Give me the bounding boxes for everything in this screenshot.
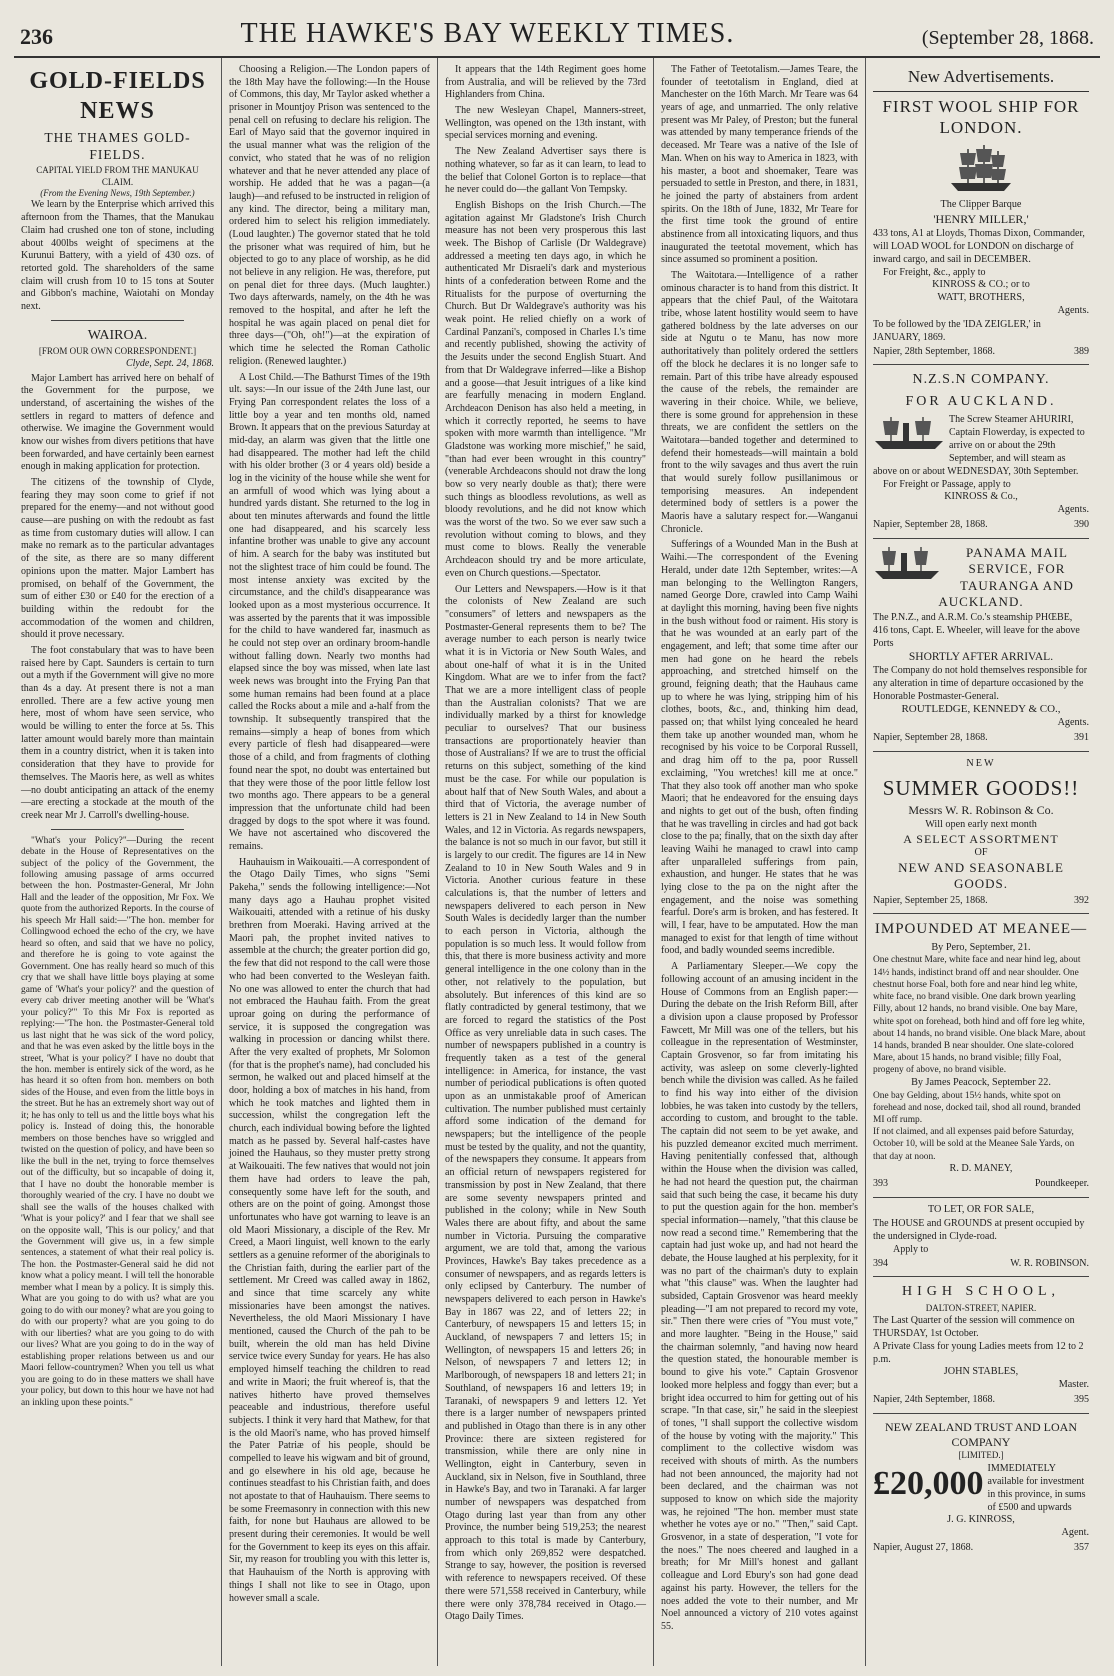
impounded-note: If not claimed, and all expenses paid before Saturday, October 10, will be sold at the Meanee Sale Yards, on that day at noon. bbox=[873, 1127, 1075, 1162]
impounded-items-2: One bay Gelding, about 15½ hands, white spot on forehead and nose, docked tail, shod all round, branded MI off rump. bbox=[873, 1090, 1081, 1126]
new-label: NEW bbox=[966, 757, 996, 769]
ad-footer bbox=[873, 1542, 1089, 1555]
sailing-ship-icon bbox=[946, 143, 1016, 195]
clipper-line: The Clipper Barque bbox=[940, 198, 1022, 210]
source-line: (From the Evening News, 19th September.) bbox=[40, 188, 195, 199]
nzsn-title: N.Z.S.N COMPANY. bbox=[912, 372, 1050, 388]
panama-mail-ad bbox=[873, 545, 1089, 745]
agent-watt: WATT, BROTHERS, bbox=[937, 291, 1025, 303]
ad-footer bbox=[873, 1394, 1089, 1407]
high-school-title: HIGH SCHOOL, bbox=[902, 1284, 1060, 1300]
seasonable-line: NEW AND SEASONABLE GOODS. bbox=[898, 859, 1064, 892]
teetotalism-article: The Father of Teetotalism.—James Teare, the founder of teetotalism in England, died at Manchester on the 16th March. Mr Teare was 64 years of age, and unmarried. The only relative present was Mr Paley, of Preston; but the funeral was attended by many temperance friends of the deceased. Mr Teare was a native of the Isle of Man. When on his way to America in 1823, with his master, a boot and shoemaker, Teare was persuaded to settle in Preston, and there, in 1831, he joined the party of abstainers from ardent spirits. On the 18th of June, 1832, Mr Teare for the first time took the ground of entire abstinence from all intoxicating liquors, and thus inaugurated the teetotal movement, which has since assumed so prominent a position. bbox=[661, 64, 858, 266]
impounded-title: IMPOUNDED AT MEANEE— bbox=[874, 921, 1088, 938]
columns bbox=[14, 58, 1100, 1666]
column-4 bbox=[654, 58, 866, 1666]
ad-date: Napier, August 27, 1868. bbox=[873, 1541, 974, 1553]
ad-number: 393 bbox=[873, 1177, 888, 1189]
ad-number: 357 bbox=[1074, 1541, 1089, 1553]
ad-number: 395 bbox=[1074, 1394, 1089, 1406]
impounded-items-1: One chestnut Mare, white face and near hind leg, about 14½ hands, indistinct brand off and near shoulder. One chestnut horse Foal, both fore and near hind leg white, white face, no brand visible. One dark brown yearling Filly, about 12 hands, no brand visible. One bay Mare, white spot on forehead, both hind and off fore leg white, about 14 hands, no brand visible. One black Mare, about 14 hands, branded B near shoulder. One slate-colored Mare, about 15 hands, no brand visible; filly Foal, progeny of above, no brand visible. bbox=[873, 955, 1086, 1076]
regiment-note: It appears that the 14th Regiment goes home from Australia, and will be relieved by the 73rd Highlanders from China. bbox=[445, 64, 646, 101]
ad-footer bbox=[873, 1258, 1089, 1271]
auckland-subtitle: FOR AUCKLAND. bbox=[905, 394, 1057, 410]
agents-label: Agents. bbox=[1057, 717, 1089, 729]
divider bbox=[51, 320, 184, 321]
private-class: A Private Class for young Ladies meets from 12 to 2 p.m. bbox=[873, 1341, 1084, 1366]
high-school-ad bbox=[873, 1283, 1089, 1407]
panama-note: The Company do not hold themselves responsible for any alteration in time of departure occasioned by the Honorable Postmaster-General. bbox=[873, 665, 1088, 703]
wairoa-paragraph-2: The citizens of the township of Clyde, fearing they may soon come to grief if not prepared for the enemy—and not without good cause—are pushing on with the redoubt as fast as time from customary duties will allow. I can make no remark as to the particular advantages of the site, as there are so many different opinions upon the matter. Major Lambert has promised, on behalf of the Government, the sum of either £30 or £40 for the erection of a building within the redoubt for the accommodation of the women and children, should it prove necessary. bbox=[21, 477, 214, 641]
school-address: DALTON-STREET, NAPIER. bbox=[925, 1302, 1037, 1313]
issue-date: (September 28, 1868. bbox=[921, 27, 1094, 49]
ad-number: 391 bbox=[1074, 732, 1089, 744]
divider bbox=[873, 364, 1089, 365]
kinross-name: J. G. KINROSS, bbox=[947, 1513, 1015, 1525]
nzsn-body: The Screw Steamer AHURIRI, Captain Flowerday, is expected to arrive on or about the 29th September, and will steam as above on or about WEDNESDAY, 30th September. bbox=[873, 414, 1085, 477]
letters-article: Our Letters and Newspapers.—How is it that the colonists of New Zealand are such "consumers" of letters and newspapers as the Postmaster-General represents them to be? The average number to each person is nearly twice what it is in Victoria or New South Wales, and about one-half of what it is in the United Kingdom. What are we to infer from the fact? That we are a more intelligent class of people than the Australian colonists? That we are individually marked by a thirst for knowledge peculiar to ourselves? That our business transactions are proportionately heavier than those of Australians? If we are to trust the official returns on this subject, something of the kind must be the case. For while our population is about half that of New South Wales, and about a third that of Victoria, the average number of letters is 21 in New Zealand to 14 in New South Wales, and 12 in Victoria. As regards newspapers, the balance is not so much in our favor, but still it is largely to our credit. The figures are 14 in New Zealand to 10 in New South Wales and 9 in Victoria. Another curious feature in these calculations is, that the number of letters and newspapers delivered to each person in New South Wales is decidedly larger than the number to each person in Victoria, although the population is so much less. It would follow from this, that there is more business activity and more general intelligence in the one colony than in the other, not relatively to the population, but absolutely. But inferences of this kind are so flatly contradicted by general testimony, that we are forced to regard the statistics of the Post Office as very unreliable data in such cases. The number of newspapers published in a country is frequently taken as a test of the general intelligence: in America, for instance, the vast number of periodical publications is often quoted upon as an unmistakable proof of American cultivation. The number published must certainly afford some indication of the demand for newspapers; but the intelligence of the people must be tested by the quality, and not the quantity, of the newspapers they consume. It appears from an official return of newspapers registered for transmission by post in New Zealand, that there are some seventy newspapers printed and published in the colony; while in New South Wales there are about fifty, and about the same number in Victoria. Pursuing the comparative argument, we are told that, among the various Provinces, Hawke's Bay takes precedence as a consumer of newspapers, and as regards letters is only eclipsed by Canterbury. The number of newspapers delivered to each person in Hawke's Bay in 1867 was 22, and of letters 22; in Canterbury, of newspapers 15 and letters 15; in Auckland, of newspapers 7 and letters 15; in Wellington, of newspapers 15 and letters 26; in Nelson, of newspapers 7 and letters 12; in Marlborough, of newspapers 18 and letters 21; in Southland, of newspapers 16 and letters 19; in Taranaki, of newspapers 9 and letters 12. Yet there is a larger number of newspapers printed and published in Otago than there is in any other Province: there are sixteen registered for transmission, while there are only nine in Wellington, eight in Canterbury, seven in Auckland, six in Nelson, five in Southland, three in Hawke's Bay, and two in Taranaki. A far larger number of newspapers was despatched from Otago during last year than from any other Province, the number being 519,253; the nearest approach to this total is made by Canterbury, from which only 269,852 were despatched. Strange to say, however, the position is reversed with reference to newspapers received. Of these there were 571,558 received in Canterbury, while there were only 378,784 received in Otago.—Otago Daily Times. bbox=[445, 583, 646, 1623]
chapel-note: The new Wesleyan Chapel, Manners-street, Wellington, was opened on the 13th instant, with special services morning and evening. bbox=[445, 105, 646, 142]
page-number: 236 bbox=[20, 24, 53, 49]
agent-kinross: KINROSS & CO.; or to bbox=[932, 278, 1030, 290]
pero-line: By Pero, September, 21. bbox=[931, 941, 1031, 953]
column-5-advertisements bbox=[866, 58, 1096, 1666]
ship-name: 'HENRY MILLER,' bbox=[933, 211, 1029, 226]
divider bbox=[873, 751, 1089, 752]
policy-article: "What's your Policy?"—During the recent debate in the House of Representatives on the subject of the policy of the Government, the following amusing passage of arms occurred between the hon. Postmaster-General, Mr John Hall and the leader of the opposition, Mr Fox. We quote from the authorized Reports. In the course of his speech Mr Hall said:—"The hon. member for Collingwood echoed the echo of the cry, we have heard so often, and said that we have no policy, and therefore he is going to vote against the Government. One has really heard so much of this cry that we shall have little boys playing at some game of 'What's your policy?' and the question of every cab driver meeting another will be 'What's your policy?'" To this Mr Fox is reported as replying:—"The hon. the Postmaster-General told us last night that he was sick of the word policy, and that he was even asked by the little boys in the street, 'What is your policy?' I have no doubt that the hon. member is entirely sick of the word, as he has heard it so often from hon. members on both sides of the House, and even from the little boys in the street. But he has an extremely short way out of it; he has only to tell us and the little boys what his policy is. Instead of doing this, the honorable members on those benches have so wriggled and twisted on the question of policy, and have been so like the bull in the net, trying to force themselves out of the difficulty, but so incapable of doing it, that I have no doubt the honorable member is thoroughly wearied of the cry. I have no doubt we shall see the walls of the houses chalked with 'What is your policy?' and I fear that we shall see on the opposite wall, 'This is our policy,' and that the Government will give us, in a few simple sentences, a statement of what their real policy is. The hon. the Postmaster-General said he did not know what a policy meant. I will tell the honorable member what I mean by a policy. It is simply this. What are you going to do with us? what are you going to do with our money? what are you going to do with our property? what are you going to do with our liberties? what are you going to do with our lives? What are you going to do in the way of establishing proper relations between us and our Maori fellow-countrymen? When you tell us what you are going to do in these matters we shall have your policy, but down to this hour we have not had an inkling upon these points." bbox=[21, 835, 214, 1408]
nzsn-ad bbox=[873, 371, 1089, 531]
follow-line: To be followed by the 'IDA ZEIGLER,' in JANUARY, 1869. bbox=[873, 318, 1041, 343]
newspaper-title: THE HAWKE'S BAY WEEKLY TIMES. bbox=[240, 18, 735, 49]
robinson-name: W. R. ROBINSON. bbox=[1010, 1257, 1089, 1269]
trust-title: NEW ZEALAND TRUST AND LOAN COMPANY bbox=[885, 1419, 1077, 1450]
wool-ship-title: FIRST WOOL SHIP FOR LONDON. bbox=[882, 96, 1080, 138]
ad-footer bbox=[873, 895, 1089, 908]
peacock-line: By James Peacock, September 22. bbox=[911, 1076, 1051, 1088]
trust-loan-ad bbox=[873, 1420, 1089, 1554]
wairoa-paragraph-3: The foot constabulary that was to have been raised here by Capt. Saunders is certain to turn out a myth if the Government will give no more than 4s a day. At present there is not a man enrolled. There are a few active young men here, most of whom have seen service, who would be willing to enter the force at 5s. This latter amount would barely more than maintain them in a country district, when it is taken into consideration that they have to provide for themselves. The Maoris here, as well as whites—no doubt anticipating an attack of the enemy—are erecting a stockade at the mouth of the creek near Mr J. Carroll's dwelling-house. bbox=[21, 644, 214, 821]
loan-body: IMMEDIATELY available for investment in this province, in sums of £500 and upwards bbox=[987, 1462, 1086, 1513]
impounded-ad bbox=[873, 920, 1089, 1190]
ad-number: 389 bbox=[1074, 345, 1089, 357]
wool-ship-ad bbox=[873, 96, 1089, 359]
ad-footer bbox=[873, 346, 1089, 359]
ad-date: Napier, September 25, 1868. bbox=[873, 894, 988, 906]
poundkeeper-label: Poundkeeper. bbox=[1034, 1177, 1089, 1189]
ad-footer bbox=[873, 519, 1089, 532]
panama-title: PANAMA MAIL SERVICE, FOR TAURANGA AND AUCKLAND. bbox=[938, 544, 1074, 610]
open-line: Will open early next month bbox=[925, 818, 1037, 830]
ad-date: Napier, 24th September, 1868. bbox=[873, 1394, 995, 1406]
summer-goods-ad bbox=[873, 758, 1089, 908]
select-line: A SELECT ASSORTMENT bbox=[903, 831, 1059, 846]
wool-ship-body: 433 tons, A1 at Lloyds, Thomas Dixon, Commander, will LOAD WOOL for LONDON on discharge of inward cargo, and sail in DECEMBER. bbox=[873, 227, 1085, 265]
agents-label: Agents. bbox=[1057, 503, 1089, 515]
school-body: The Last Quarter of the session will commence on THURSDAY, 1st October. bbox=[873, 1315, 1075, 1340]
limited-label: [LIMITED.] bbox=[958, 1450, 1004, 1461]
agent-label: Agent. bbox=[1061, 1526, 1089, 1538]
dateline: Clyde, Sept. 24, 1868. bbox=[125, 357, 214, 369]
ad-date: Napier, 28th September, 1868. bbox=[873, 345, 995, 357]
freight-line: For Freight, &c., apply to bbox=[883, 266, 986, 278]
agents-label: Agents. bbox=[1057, 304, 1089, 316]
to-let-ad bbox=[873, 1204, 1089, 1271]
advertisements-header: New Advertisements. bbox=[873, 64, 1089, 92]
steamship-icon bbox=[873, 545, 941, 583]
divider bbox=[873, 913, 1089, 914]
column-2 bbox=[222, 58, 438, 1666]
freight-line: For Freight or Passage, apply to bbox=[883, 479, 1011, 490]
wounded-man-article: Sufferings of a Wounded Man in the Bush at Waihi.—The correspondent of the Evening Herald, under date 12th September, writes:—A man belonging to the Wellington Rangers, named George Dore, crawled into Camp Waihi at daylight this morning, having been five nights in the bush without food or raiment. His story is that he was wounded at an early part of the engagement, and left; that some time after our men had gone on he heard the rebels approaching, and stretched himself on the ground, feigning death; that the Hauhaus came up to where he was lying, stripping him of his clothes, boots, &c., and, thinking him dead, passed on; that whilst lying concealed he heard them take up another wounded man, whom he recognised by his voice to be Corporal Russell, and drag him off to the pa, poor Russell exclaiming, "You wretches! kill me at once." That they also took off another man who spoke Maori; that he endeavored for the ensuing days and nights to get out of the bush, often finding that he was travelling in circles and had got back close to the pa; finally, that on the sixth day after leaving Waihi he managed to crawl into camp after unparalleled sufferings from pain, exhaustion, and hunger. He states that he was lying close to the pa on the night after the engagement, and the noise was something fearful. Dore's arm is broken, and has festered. It will, I fear, have to be amputated. How the man managed to exist for that length of time without food, and badly wounded seems incredible. bbox=[661, 539, 858, 957]
steamer-icon bbox=[873, 413, 945, 453]
gold-article: We learn by the Enterprise which arrived this afternoon from the Thames, that the Manukau Claim had crushed one ton of stone, including about 400lbs weight of specimens at the Kurunui Battery, with a yield of 430 ozs. of retorted gold. The shareholders of the same claim will crush from 10 to 15 tons at Souter and Gibbon's machine, Waiotahi on Monday next. bbox=[21, 199, 214, 312]
wairoa-paragraph-1: Major Lambert has arrived here on behalf of the Government for the purpose, we understand, of ascertaining the wishes of the settlers in regard to matters of defence and otherwise. We imagine the Government would know our wishes from divers petitions that have been forwarded, and have certainly been earnest enough in making application for protection. bbox=[21, 372, 214, 473]
waitotara-article: The Waitotara.—Intelligence of a rather ominous character is to hand from this district. It appears that the chief Paul, of the Waitotara tribe, whose latent hostility would seem to have gathered boldness by the late adverses on our side at Ngutu o te Manu, has now more authoritatively than politely ordered the settlers off the block he declares it is no longer safe to remain. Part of this tribe have already espoused the cause of the rebels, the remainder are wavering in their choice. While, we believe, there is some ground for apprehension in these threats, we are confident the settlers on the Waitotara—banded together and determined to defend their homesteads—will maintain a bold front to the wily savages and thus avert the ruin that would surely follow pusillanimous or temporising measures. An independent determined body of settlers is a power the Maoris have a salutary respect for.—Wanganui Chronicle. bbox=[661, 270, 858, 535]
correspondent-line: [FROM OUR OWN CORRESPONDENT.] bbox=[38, 346, 197, 357]
wairoa-heading: WAIROA. bbox=[87, 327, 148, 343]
ad-date: Napier, September 28, 1868. bbox=[873, 518, 988, 530]
lost-child-article: A Lost Child.—The Bathurst Times of the 19th ult. says:—In our issue of the 24th June last, our Frying Pan correspondent relates the loss of a little boy a year and ten months old, named Brown. It appears that on the previous Saturday at mid-day, an alarm was given that the little one had disappeared. The mother had left the child with his older brother (3 or 4 years old) beside a log in the vicinity of the house while she went for an armfull of wood which was lying about a hundred yards distant. She returned to the log in about ten minutes afterwards and found the little one had disappeared, and his scarcely less infantine brother was unable to give any account of him. A search for the baby was instituted but not the slightest trace of him could be found. The most intense anxiety was excited by the circumstance, and the child's disappearance was looked upon as a most mysterious occurrence. It was asserted by the parents that it was impossible for the child to have wandered far, inasmuch as he could not step over an ordinary broom-handle without falling down. Nearly two months had elapsed since the boy was missed, when late last week news was brought into the Frying Pan that some human remains had been found at a place called the Rocks about a mile and a-half from the township. It subsequently transpired that the remains—simply a heap of bones from which every particle of flesh had disappeared—were those of a child, and from fragments of clothing found near the spot, no doubt was entertained but that they were those of the poor little fellow lost two months ago. There appears to be a general impression that the unfortunate child had been dragged by dogs to the spot where it was found. We have not ascertained who discovered the remains. bbox=[229, 371, 430, 852]
gold-fields-heading: GOLD-FIELDS NEWS bbox=[29, 68, 206, 125]
ad-number: 390 bbox=[1074, 518, 1089, 530]
bishops-article: English Bishops on the Irish Church.—The agitation against Mr Gladstone's Irish Church measure has not been very prosperous this last week. The Bishop of Carlisle (Dr Waldegrave) addressed a meeting ten days ago, in which he authenticated Mr Disraeli's dark and mysterious hints of a confederation between Rome and the Ritualists for the purpose of overturning the Church. But Dr Waldegrave's authority was his weak point. He relied chiefly on a work of Cardinal Panzani's, composed in Charles I.'s time and recently published, showing the activity of the Jesuits under the second English Stuart. And from that Dr Waldegrave inferred—like a Bishop and a goose—that Jesuit intrigues of a like kind are fearfully menacing in modern England. Archdeacon Denison has also held a meeting, in which it correctly reported, he seems to have spoken with more warmth than intelligence. "Mr Gladstone was working more mischief," he said, "than had ever been wrought in this country" (venerable Archdeacons should not draw the long bow so very nearly double as that); there were such things as bloodless revolutions, as well as bloody revolutions, and he did not know which was the worst of the two. So we ever saw such a revolution without coming to blows, and they must come to blows. Really the venerable Archdeacon should try and be more articulate, even on Church questions.—Spectator. bbox=[445, 199, 646, 579]
to-let-body: The HOUSE and GROUNDS at present occupied by the undersigned in Clyde-road. bbox=[873, 1217, 1085, 1242]
thames-subheading: THE THAMES GOLD-FIELDS. bbox=[44, 129, 191, 163]
stables-name: JOHN STABLES, bbox=[943, 1366, 1019, 1378]
of-line: OF bbox=[974, 846, 988, 858]
loan-amount: £20,000 bbox=[873, 1464, 984, 1502]
divider bbox=[873, 538, 1089, 539]
ad-footer bbox=[873, 732, 1089, 745]
ad-number: 392 bbox=[1074, 894, 1089, 906]
maney-name: R. D. MANEY, bbox=[949, 1162, 1013, 1174]
agent-kinross: KINROSS & Co., bbox=[944, 491, 1018, 502]
sleeper-article: A Parliamentary Sleeper.—We copy the following account of an amusing incident in the House of Commons from an English paper:—During the debate on the Irish Reform Bill, after a division upon a clause proposed by Professor Fawcett, Mr Mill was one of the tellers, but his colleague in the representation of Westminster, Captain Grosvenor, so far from imitating his activity, was asleep on some cleverly-lighted bench while the division was called. As he failed to find his way into either of the division lobbies, he was taken into custody by the tellers, according to custom, and brought to the table. The captain did not seem to be yet awake, and his puzzled demeanor excited much merriment. Having penitentially confessed that, although within the House when the division was called, he had not heard the question put, the chairman said that such being the case, it became his duty to put the question again for the hon. member's special information—namely, "that this clause be now read a second time." Remembering that the captain had just woke up, and had not heard the debate, the House laughed at his perplexity, for it was no part of the chairman's duty to explain what "this clause" was. When the laughter had subsided, Captain Grosvenor was heard meekly pleading—"I am not prepared to record my vote, sir." Then there were cries of "You must vote," and more laughter. "Being in the House," said the chairman solemnly, "and having now heard the question stated, the honourable member is bound to give his vote." Captain Grosvenor looked more helpless and foggy than ever; but a bright idea occurred to him for getting out of his scrape. "In that case, sir," he said in the sleepiest of tones, "I shall support the collective wisdom of the house by voting with the majority." This compliment to the collective wisdom was received with shouts of mirth. As the numbers had not been announced, the majority had not been declared, and the chairman was not supposed to know on which side the majority was, he rejoined "The hon. member must state whether he votes aye or no." "Then," said Capt. Grosvenor, in a state of desperation, "I vote for the noes." The noes cheered and laughed in a breath; for Mr Mill's honest and gallant colleague and Lord Ebury's son had gone dead against his party. However, the tellers for the noes added the vote to their number, and Mr Noel announced a victory of 210 votes against 55. bbox=[661, 961, 858, 1632]
shortly-line: SHORTLY AFTER ARRIVAL. bbox=[908, 650, 1054, 663]
masthead bbox=[14, 10, 1100, 58]
divider bbox=[51, 829, 184, 830]
summer-goods-title: SUMMER GOODS!! bbox=[882, 775, 1080, 800]
ad-footer bbox=[873, 1178, 1089, 1191]
religion-article: Choosing a Religion.—The London papers of the 18th May have the following:—In the House of Commons, this day, Mr Taylor asked whether a prisoner in Mountjoy Prison was sentenced to the penal cell on refusing to declare his religion. The Earl of Mayo said that the governor inquired in the usual manner what was the religion of the convict, who stated that he was of no religion whatever and that he never attended any place of worship. He added that he was a pagan—(a laugh)—and refused to be instructed in religion of any kind. The director, being a military man, ordered him to select his religion immediately. (Loud laughter.) The governor stated that he told the prisoner what was required of him, but he objected to go to any place of worship, as he did not believe in any religion. He was, therefore, put on penal diet for three days. (Much laughter.) Two days afterwards, namely, on the 4th he was removed to the hospital, and after he left the hospital he was again placed on penal diet for three days—("Oh, oh!")—at the expiration of which time he selected the Roman Catholic religion. (Renewed laughter.) bbox=[229, 64, 430, 367]
to-let-title: TO LET, OR FOR SALE, bbox=[927, 1203, 1035, 1215]
divider bbox=[873, 1197, 1089, 1198]
hauhauism-article: Hauhauism in Waikouaiti.—A correspondent of the Otago Daily Times, who signs "Semi Pakeha," sends the following intelligence:—Not many days ago a Hauhau prophet visited Waikouaiti, attended with a retinue of his dusky brethren from Moeraki. Having arrived at the Maori pah, the prophet invited natives to assemble at the church; the greater portion did go, the few that did not respond to the call were those who had been converted to the Wesleyan faith. No one was allowed to enter the church that had not embraced the Hauhau faith. From the great uproar going on during the performance of service, it is supposed the congregation was walking in procession or dancing whilst there. After the very exalted of prophets, Mr Solomon (for that is the prophet's name), had concluded his sermon, he walked out and placed himself at the door, holding a box of matches in his hand, from which he took matches and lighted them in succession, whilst the congregation left the church, each individual bowing before the lighted match as he passed by. Several half-castes have joined the Hauhaus, so they muster pretty strong at Waikouaiti. The few natives that would not join them have had orders to leave the pah, consequently some have left for the south, and others are on the point of going. Amongst those unfortunates who have got warning to leave is an old Maori Missionary, a disciple of the Rev. Mr Creed, a Maori linguist, well known to the early settlers as a genuine reformer of the aboriginals to the Christian faith, during the earlier part of the settlement. Mr Creed was called away in 1862, and since that time scarcely any white missionaries have been amongst the natives. Nevertheless, the old Maori Missionary I have mentioned, caused the Church of the pah to be built, wherein the old man has held Divine service twice every Sunday for years. He has also employed himself teaching the children to read and write in Maori; the fruit whereof is, that the natives hitherto have proved themselves peaceable and industrious, therefore useful subjects. I think it very hard that Mathew, for that is the old Maori's name, who has proved himself the Pater Patriæ of his people, should be compelled to leave his wigwam and bit of ground, and go elsewhere in his old age, because he continues steadfast to his Christian faith, and does not apostate to that of Hauhauism. There seems to be some Freemasonry in connection with this new faith, for none but Hauhaus are allowed to be present during their ceremonies. It would be well for the Government to keep its eyes on this affair. Sir, my reason for troubling you with this letter is, that Hauhauism of the North is approving with things I shall not like to see in Otago, upon however small a scale. bbox=[229, 856, 430, 1604]
divider bbox=[873, 1276, 1089, 1277]
column-3 bbox=[438, 58, 654, 1666]
manukau-caption: CAPITAL YIELD FROM THE MANUKAU CLAIM. bbox=[36, 165, 199, 187]
ad-date: Napier, September 28, 1868. bbox=[873, 732, 988, 744]
ad-number: 394 bbox=[873, 1257, 888, 1269]
routledge-agent: ROUTLEDGE, KENNEDY & CO., bbox=[901, 703, 1061, 716]
divider bbox=[873, 1413, 1089, 1414]
column-1 bbox=[14, 58, 222, 1666]
robinson-line: Messrs W. R. Robinson & Co. bbox=[908, 803, 1054, 818]
advertiser-note: The New Zealand Advertiser says there is nothing whatever, so far as it can learn, to lead to the belief that Colonel Gorton is to replace—that he never could do—the gallant Von Tempsky. bbox=[445, 146, 646, 196]
apply-line: Apply to bbox=[893, 1243, 929, 1255]
master-label: Master. bbox=[1058, 1379, 1089, 1391]
panama-body: The P.N.Z., and A.R.M. Co.'s steamship PHŒBE, 416 tons, Capt. E. Wheeler, will leave for the above Ports bbox=[873, 611, 1080, 649]
